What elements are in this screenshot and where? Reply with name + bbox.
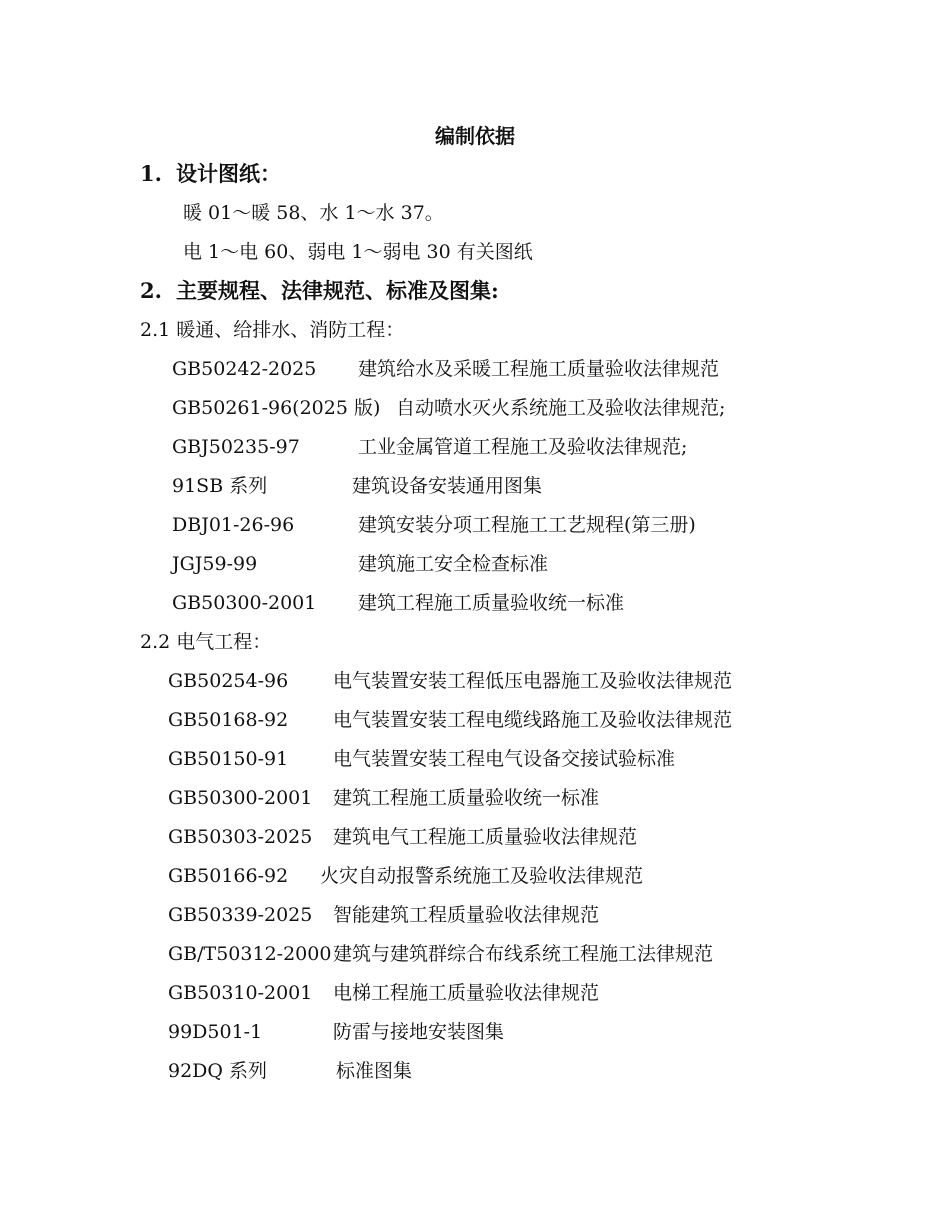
standard-code: GB50254-96 (168, 670, 289, 692)
standard-description: 电梯工程施工质量验收法律规范 (333, 982, 600, 1004)
standard-code: GB/T50312-2000 (168, 943, 332, 965)
subsection-2-2-heading: 2.2 电气工程： (140, 631, 272, 653)
section-1-title: 设计图纸： (176, 161, 281, 186)
standard-description: 智能建筑工程质量验收法律规范 (333, 904, 600, 926)
section-2-heading (140, 277, 499, 305)
standard-code: JGJ59-99 (172, 553, 258, 575)
standard-code: GB50261-96(2025 版) (172, 397, 381, 419)
standard-description: 建筑设备安装通用图集 (352, 475, 543, 497)
standard-code: 92DQ 系列 (168, 1060, 268, 1082)
section-1-number: 1. (140, 161, 162, 186)
standard-description: 建筑给水及采暖工程施工质量验收法律规范 (358, 358, 720, 380)
section-2-number: 2. (140, 278, 162, 303)
standard-description: 标准图集 (336, 1060, 413, 1082)
standard-code: GB50150-91 (168, 748, 289, 770)
standard-description: 电气装置安装工程低压电器施工及验收法律规范 (333, 670, 733, 692)
standard-description: 火灾自动报警系统施工及验收法律规范 (320, 865, 644, 887)
standard-description: 建筑工程施工质量验收统一标准 (333, 787, 600, 809)
standard-description: 建筑与建筑群综合布线系统工程施工法律规范 (333, 943, 714, 965)
standard-code: GB50339-2025 (168, 904, 313, 926)
standard-code: GB50303-2025 (168, 826, 313, 848)
drawing-list-line-2: 电 1～电 60、弱电 1～弱电 30 有关图纸 (183, 241, 533, 263)
standard-code: GB50300-2001 (168, 787, 313, 809)
standard-code: 91SB 系列 (172, 475, 268, 497)
standard-code: 99D501-1 (168, 1021, 263, 1043)
standard-code: DBJ01-26-96 (172, 514, 295, 536)
drawing-list-line-1: 暖 01～暖 58、水 1～水 37。 (183, 202, 444, 224)
standard-description: 建筑电气工程施工质量验收法律规范 (333, 826, 638, 848)
standard-code: GBJ50235-97 (172, 436, 300, 458)
section-2-title: 主要规程、法律规范、标准及图集: (176, 278, 499, 303)
subsection-2-1-heading: 2.1 暖通、给排水、消防工程： (140, 319, 405, 341)
standard-code: GB50300-2001 (172, 592, 317, 614)
section-1-heading (140, 160, 281, 188)
standard-description: 电气装置安装工程电气设备交接试验标准 (333, 748, 676, 770)
standard-code: GB50310-2001 (168, 982, 313, 1004)
standard-description: 工业金属管道工程施工及验收法律规范; (358, 436, 688, 458)
standard-description: 建筑安装分项工程施工工艺规程(第三册) (358, 514, 696, 536)
standard-description: 建筑工程施工质量验收统一标准 (358, 592, 625, 614)
page-title: 编制依据 (435, 124, 515, 148)
standard-description: 防雷与接地安装图集 (333, 1021, 505, 1043)
standard-description: 自动喷水灭火系统施工及验收法律规范; (396, 397, 726, 419)
standard-description: 建筑施工安全检查标准 (358, 553, 549, 575)
standard-code: GB50168-92 (168, 709, 289, 731)
standard-description: 电气装置安装工程电缆线路施工及验收法律规范 (333, 709, 733, 731)
standard-code: GB50166-92 (168, 865, 289, 887)
standard-code: GB50242-2025 (172, 358, 317, 380)
